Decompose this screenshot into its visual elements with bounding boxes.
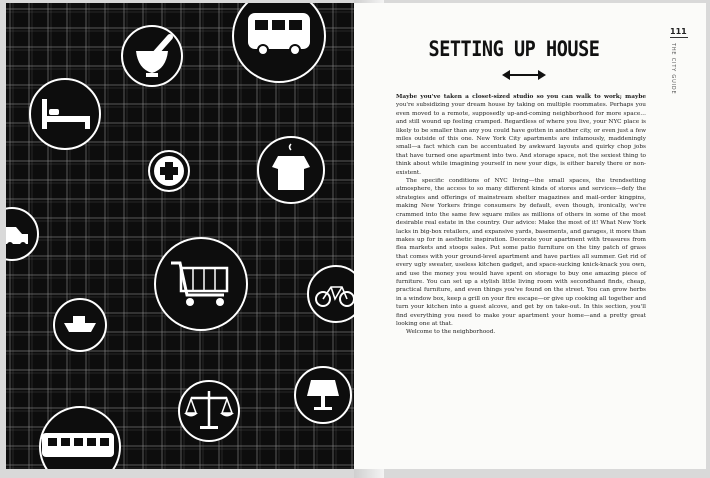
icon-grid-illustration xyxy=(6,3,354,469)
body-text xyxy=(396,93,646,337)
car-icon xyxy=(6,208,38,260)
shopping-cart-icon xyxy=(155,238,247,330)
right-page xyxy=(354,3,706,469)
double-arrow-icon xyxy=(501,68,547,82)
paragraph-2: The specific conditions of NYC living—the small spaces, the trendsetting atmosphere, the access to so many different kinds of stores and services—defy the strategies and offerings of mainstream shelter magazines and mail-order kingpins, making New Yorkers fringe consumers by default, even though, ironically, we're crammed into the same few square miles as millions of others in some of the most desirable real estate in the country. Our advice: Make the most of it! What New York lacks in big-box retailers, and expansive yards, basements, and garages, it more than makes up for in aesthetic inspiration. Decorate your apartment with treasures from flea markets and stoops sales. Put some patio furniture on the tiny patch of grass that comes with your ground-level apartment and have parties all summer. Get rid of every ugly sweater, useless kitchen gadget, and space-sucking knick-knack you own, and use the money you would have spent on storage to buy one amazing piece of furniture. You can set up a stylish little living room with secondhand finds, cheap, practical furniture, and even things you've found on the street. You can grow herbs in a window box, keep a grill on your fire escape—or give up cooking all together and turn your kitchen into a guest alcove, and get by on take-out. In this section, you'll find everything you need to make your apartment your home—and a pretty great looking one at that. xyxy=(396,178,647,327)
paragraph-1-text: you're subsidizing your dream house by taking on multiple roommates. Perhaps you even moved to a remote, supposedly up-and-coming neighborhood for more space…and still wound up feeling cramped. Regardless of where you live, your NYC place is likely to be smaller than any you could have gotten in another city, or even just a few miles outside of this one. New York City apartments are infamously, maddeningly small—a fact which can be accentuated by awkward layouts and quirky chop jobs that have turned one apartment into two. And storage space, not the sexiest thing to think about while imagining yourself in new your digs, is either barely there or non-existent. xyxy=(396,102,646,176)
page-number: 111 xyxy=(670,27,687,36)
chapter-title: SETTING UP HOUSE xyxy=(428,37,600,61)
lamp-icon xyxy=(295,367,351,423)
boat-icon xyxy=(54,299,106,351)
mortar-pestle-icon xyxy=(122,26,182,86)
running-head: THE CITY GUIDE xyxy=(670,43,676,95)
lead-in: Maybe you've taken a closet-sized studio so you can walk to work; maybe xyxy=(396,94,646,100)
page-number-rule xyxy=(670,37,688,38)
shirt-on-hanger-icon xyxy=(258,137,324,203)
left-page-illustration xyxy=(6,3,354,469)
bed-icon xyxy=(30,79,100,149)
scales-icon xyxy=(179,381,239,441)
first-aid-cross-icon xyxy=(149,151,189,191)
paragraph-1 xyxy=(396,93,646,177)
paragraph-3: Welcome to the neighborhood. xyxy=(406,329,496,336)
bus-icon xyxy=(233,3,325,82)
bicycle-icon xyxy=(308,266,354,322)
